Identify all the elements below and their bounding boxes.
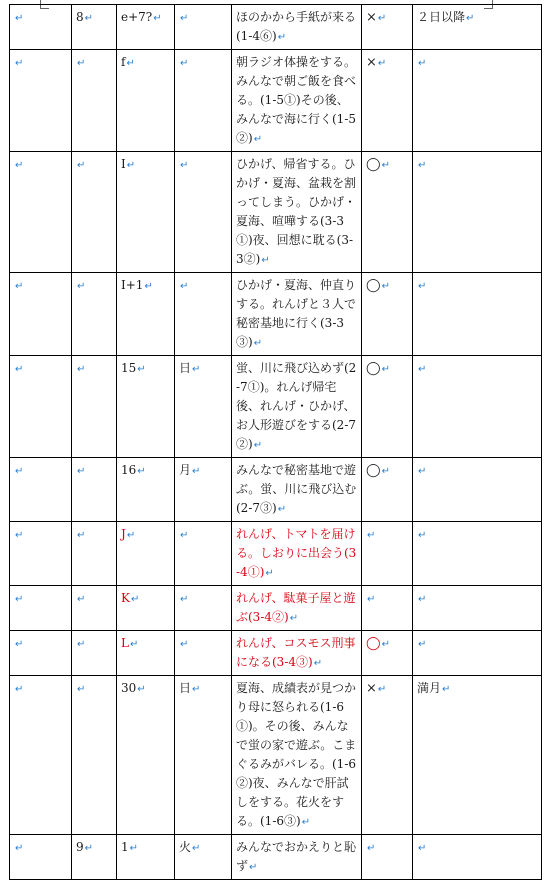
table-cell [117,586,175,631]
paragraph-mark: ↵ [77,160,86,171]
table-cell [413,152,542,273]
cell-text: ◯ [366,157,381,172]
paragraph-mark: ↵ [253,338,263,349]
paragraph-mark: ↵ [265,568,274,579]
event-cell [232,586,362,631]
paragraph-mark: ↵ [130,594,140,605]
table-cell [362,835,413,880]
paragraph-mark: ↵ [153,13,162,24]
paragraph-mark: ↵ [381,639,390,650]
event-text: ひかげ、帰省する。ひかげ・夏海、盆栽を割ってしまう。ひかげ・夏海、喧嘩する(3-3①)夜、回想に耽る(3-3②) [236,157,357,266]
table-cell [10,586,72,631]
event-text: ひかげ・夏海、仲直りする。れんげと３人で秘密基地に行く(3-3③) [236,278,357,349]
paragraph-mark: ↵ [249,862,258,873]
event-cell [232,5,362,50]
table-cell [362,676,413,835]
table-cell [413,50,542,152]
cell-text: 満月 [417,681,442,695]
paragraph-mark: ↵ [418,530,427,541]
table-cell [117,522,175,586]
table-cell [413,835,542,880]
table-row [10,5,542,50]
table-cell [362,631,413,676]
event-cell [232,676,362,835]
table-cell [175,273,232,356]
paragraph-mark: ↵ [126,58,135,69]
cell-text: 9 [76,840,84,854]
paragraph-mark: ↵ [15,594,24,605]
cell-text: f [121,55,126,69]
paragraph-mark: ↵ [77,594,86,605]
paragraph-mark: ↵ [466,13,475,24]
table-cell [413,676,542,835]
paragraph-mark: ↵ [77,639,86,650]
table-cell [362,152,413,273]
paragraph-mark: ↵ [277,32,287,43]
cell-text: I [121,157,126,171]
paragraph-mark: ↵ [192,843,201,854]
paragraph-mark: ↵ [77,364,86,375]
paragraph-mark: ↵ [192,466,201,477]
paragraph-mark: ↵ [180,58,189,69]
cell-text: 日 [179,681,192,695]
paragraph-mark: ↵ [77,466,86,477]
table-cell [175,152,232,273]
paragraph-mark: ↵ [84,843,94,854]
cell-text: ◯ [366,636,381,651]
table-cell [10,50,72,152]
paragraph-mark: ↵ [418,364,427,375]
table-cell [362,273,413,356]
cell-text: L [121,636,129,650]
table-cell [413,458,542,522]
paragraph-mark: ↵ [137,466,146,477]
table-cell [175,631,232,676]
cell-text: J [121,527,126,541]
table-row [10,152,542,273]
paragraph-mark: ↵ [192,364,201,375]
paragraph-mark: ↵ [253,440,263,451]
table-cell [413,522,542,586]
cell-text: 月 [179,463,192,477]
paragraph-mark: ↵ [381,466,390,477]
paragraph-mark: ↵ [261,255,270,266]
table-cell [413,631,542,676]
event-cell [232,273,362,356]
paragraph-mark: ↵ [77,684,86,695]
cell-text: × [366,681,377,696]
cell-text: 15 [121,361,137,375]
table-cell [175,5,232,50]
paragraph-mark: ↵ [137,364,146,375]
table-cell [72,152,117,273]
table-cell [10,631,72,676]
paragraph-mark: ↵ [313,658,323,669]
paragraph-mark: ↵ [180,281,189,292]
table-cell [72,273,117,356]
paragraph-mark: ↵ [137,684,146,695]
event-text: 蛍、川に飛び込めず(2-7①)。れんげ帰宅後、れんげ・ひかげ、お人形遊びをする(2-7②) [236,361,357,451]
event-cell [232,631,362,676]
event-text: みんなで秘密基地で遊ぶ。蛍、川に飛び込む(2-7③) [236,463,357,515]
paragraph-mark: ↵ [180,160,189,171]
table-cell [117,676,175,835]
table-row [10,522,542,586]
event-cell [232,356,362,458]
cell-text: ◯ [366,361,381,376]
event-text: 夏海、成績表が見つかり母に怒られる(1-6①)。その後、みんなで蛍の家で遊ぶ。こまぐるみがバレる。(1-6②)夜、みんなで肝試しをする。花火をする。(1-6③) [236,681,357,828]
paragraph-mark: ↵ [15,364,24,375]
event-text: れんげ、トマトを届ける。しおりに出会う(3-4①) [236,527,357,579]
table-row [10,458,542,522]
paragraph-mark: ↵ [418,160,427,171]
paragraph-mark: ↵ [129,639,139,650]
paragraph-mark: ↵ [418,639,427,650]
table-cell [413,5,542,50]
table-cell [72,356,117,458]
table-cell [362,50,413,152]
cell-text: 1 [121,840,129,854]
paragraph-mark: ↵ [180,639,189,650]
paragraph-mark: ↵ [144,281,153,292]
paragraph-mark: ↵ [418,594,427,605]
paragraph-mark: ↵ [418,58,427,69]
table-cell [362,586,413,631]
event-cell [232,50,362,152]
paragraph-mark: ↵ [15,530,24,541]
paragraph-mark: ↵ [126,530,136,541]
event-cell [232,835,362,880]
table-cell [10,356,72,458]
table-cell [175,522,232,586]
paragraph-mark: ↵ [367,594,376,605]
table-row [10,356,542,458]
paragraph-mark: ↵ [15,466,24,477]
paragraph-mark: ↵ [77,281,86,292]
paragraph-mark: ↵ [129,843,139,854]
table-cell [175,676,232,835]
table-cell [117,356,175,458]
paragraph-mark: ↵ [381,160,390,171]
table-cell [117,5,175,50]
table-cell [117,50,175,152]
table-cell [117,273,175,356]
table-row [10,631,542,676]
paragraph-mark: ↵ [84,13,94,24]
event-cell [232,522,362,586]
cell-text: 30 [121,681,137,695]
event-cell [232,152,362,273]
event-text: 朝ラジオ体操をする。みんなで朝ご飯を食べる。(1-5①)その後、みんなで海に行く(1-5②) [236,55,357,145]
table-cell [72,50,117,152]
table-cell [413,273,542,356]
table-cell [175,50,232,152]
cell-text: K [121,591,130,605]
table-cell [362,522,413,586]
table-cell [117,458,175,522]
table-cell [72,5,117,50]
paragraph-mark: ↵ [15,843,24,854]
paragraph-mark: ↵ [126,160,136,171]
cell-text: 8 [76,10,84,24]
table-cell [117,835,175,880]
table-cell [117,631,175,676]
paragraph-mark: ↵ [418,466,427,477]
table-cell [72,458,117,522]
paragraph-mark: ↵ [180,13,189,24]
table-cell [10,273,72,356]
cell-text: I+1 [121,278,144,292]
schedule-table-body [10,5,542,880]
event-text: れんげ、コスモス刑事になる(3-4③) [236,636,356,669]
cell-text: 日 [179,361,192,375]
event-text: れんげ、駄菓子屋と遊ぶ(3-4②) [236,591,356,624]
table-cell [175,835,232,880]
table-cell [72,835,117,880]
table-cell [10,522,72,586]
paragraph-mark: ↵ [301,817,311,828]
paragraph-mark: ↵ [77,58,86,69]
cell-text: × [366,55,377,70]
paragraph-mark: ↵ [381,281,390,292]
table-cell [10,5,72,50]
table-cell [10,152,72,273]
table-cell [175,356,232,458]
table-row [10,676,542,835]
table-cell [10,835,72,880]
table-cell [72,522,117,586]
table-cell [362,356,413,458]
paragraph-mark: ↵ [253,134,263,145]
table-row [10,50,542,152]
paragraph-mark: ↵ [180,594,189,605]
paragraph-mark: ↵ [377,58,387,69]
paragraph-mark: ↵ [367,530,376,541]
paragraph-mark: ↵ [442,684,451,695]
table-cell [117,152,175,273]
table-cell [72,586,117,631]
cell-text: 火 [179,840,192,854]
paragraph-mark: ↵ [180,530,189,541]
cell-text: ２日以降 [417,10,466,24]
paragraph-mark: ↵ [418,281,427,292]
paragraph-mark: ↵ [377,13,387,24]
table-cell [72,631,117,676]
paragraph-mark: ↵ [289,613,299,624]
paragraph-mark: ↵ [15,160,24,171]
paragraph-mark: ↵ [367,843,376,854]
paragraph-mark: ↵ [15,58,24,69]
paragraph-mark: ↵ [15,684,24,695]
table-cell [10,676,72,835]
cell-text: × [366,10,377,25]
table-cell [175,458,232,522]
cell-text: 16 [121,463,137,477]
table-cell [362,458,413,522]
paragraph-mark: ↵ [277,504,287,515]
paragraph-mark: ↵ [418,843,427,854]
table-row [10,835,542,880]
paragraph-mark: ↵ [77,530,86,541]
table-cell [10,458,72,522]
event-text: ほのかから手紙が来る(1-4⑥) [236,10,357,43]
paragraph-mark: ↵ [15,281,24,292]
paragraph-mark: ↵ [15,13,24,24]
event-text: みんなでおかえりと恥ず [236,840,357,873]
cell-text: e+7? [121,10,153,24]
table-cell [413,356,542,458]
table-cell [175,586,232,631]
table-row [10,586,542,631]
table-cell [413,586,542,631]
paragraph-mark: ↵ [377,684,387,695]
table-cell [72,676,117,835]
schedule-table [9,4,542,880]
paragraph-mark: ↵ [15,639,24,650]
paragraph-mark: ↵ [192,684,201,695]
table-row [10,273,542,356]
cell-text: ◯ [366,463,381,478]
cell-text: ◯ [366,278,381,293]
table-cell [362,5,413,50]
event-cell [232,458,362,522]
paragraph-mark: ↵ [381,364,390,375]
